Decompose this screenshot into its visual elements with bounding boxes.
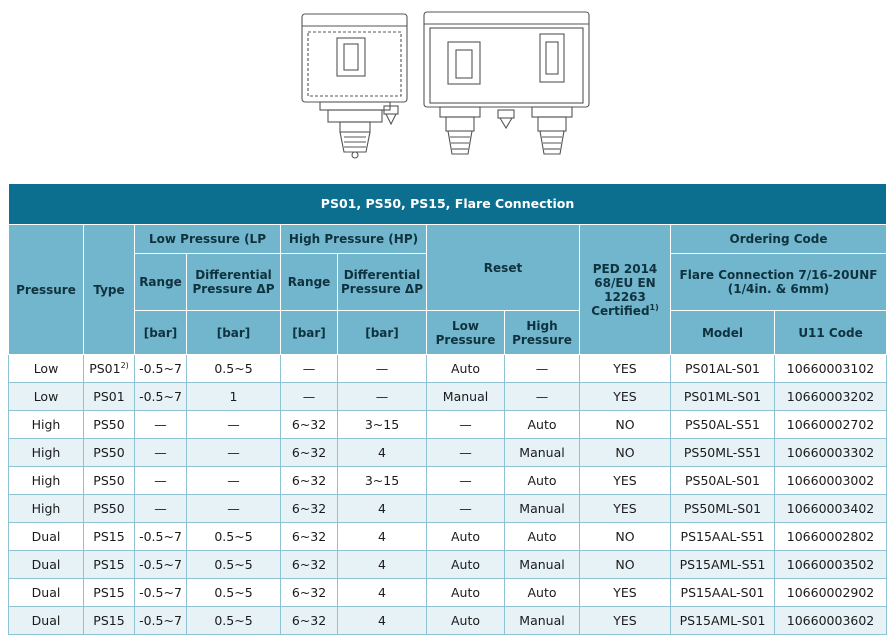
header-lp-range: Range — [135, 254, 187, 311]
cell-hp-range: 6~32 — [281, 579, 338, 607]
cell-lp-range: -0.5~7 — [135, 551, 187, 579]
cell-pressure: Dual — [9, 551, 84, 579]
cell-reset-low: Manual — [427, 383, 505, 411]
cell-model: PS15AAL-S51 — [671, 523, 775, 551]
cell-reset-low: — — [427, 411, 505, 439]
header-hp-range: Range — [281, 254, 338, 311]
table-row — [9, 467, 887, 495]
cell-u11: 10660003502 — [775, 551, 887, 579]
cell-ped: YES — [580, 383, 671, 411]
cell-type-text: PS01 — [93, 389, 125, 404]
cell-lp-range: -0.5~7 — [135, 607, 187, 635]
cell-pressure: High — [9, 411, 84, 439]
cell-hp-diff: 4 — [338, 523, 427, 551]
cell-hp-range: 6~32 — [281, 439, 338, 467]
cell-type-text: PS15 — [93, 529, 125, 544]
cell-ped: YES — [580, 355, 671, 383]
cell-ped: YES — [580, 495, 671, 523]
cell-lp-range: -0.5~7 — [135, 579, 187, 607]
cell-model: PS50AL-S01 — [671, 467, 775, 495]
cell-type-text: PS50 — [93, 501, 125, 516]
table-body — [9, 355, 887, 635]
cell-hp-diff: 3~15 — [338, 411, 427, 439]
header-hp-differential: Differential Pressure ΔP — [338, 254, 427, 311]
cell-ped: YES — [580, 579, 671, 607]
cell-lp-diff: — — [187, 495, 281, 523]
header-lp-differential: Differential Pressure ΔP — [187, 254, 281, 311]
table-row — [9, 355, 887, 383]
cell-lp-diff: 0.5~5 — [187, 355, 281, 383]
header-flare-connection: Flare Connection 7/16-20UNF (1/4in. & 6mm) — [671, 254, 887, 311]
cell-hp-range: 6~32 — [281, 495, 338, 523]
table-row — [9, 495, 887, 523]
header-lp-range-unit: [bar] — [135, 311, 187, 355]
header-high-pressure: High Pressure (HP) — [281, 225, 427, 254]
cell-u11: 10660003202 — [775, 383, 887, 411]
cell-hp-diff: 3~15 — [338, 467, 427, 495]
cell-pressure: Low — [9, 355, 84, 383]
cell-type-text: PS15 — [93, 585, 125, 600]
cell-type — [84, 467, 135, 495]
cell-reset-low: Auto — [427, 355, 505, 383]
cell-type-text: PS50 — [93, 417, 125, 432]
header-type: Type — [84, 225, 135, 355]
cell-model: PS01AL-S01 — [671, 355, 775, 383]
header-hp-diff-unit: [bar] — [338, 311, 427, 355]
cell-pressure: Low — [9, 383, 84, 411]
cell-reset-high: Manual — [505, 551, 580, 579]
header-reset-low: Low Pressure — [427, 311, 505, 355]
cell-type — [84, 439, 135, 467]
cell-ped: YES — [580, 467, 671, 495]
header-hp-range-unit: [bar] — [281, 311, 338, 355]
header-ped-footnote: 1) — [649, 302, 659, 312]
cell-reset-low: Auto — [427, 551, 505, 579]
cell-type — [84, 411, 135, 439]
cell-reset-high: Auto — [505, 523, 580, 551]
table-title: PS01, PS50, PS15, Flare Connection — [9, 184, 887, 225]
cell-hp-range: — — [281, 355, 338, 383]
table-row — [9, 579, 887, 607]
cell-type-text: PS15 — [93, 557, 125, 572]
table-row — [9, 439, 887, 467]
cell-u11: 10660002902 — [775, 579, 887, 607]
cell-hp-range: 6~32 — [281, 467, 338, 495]
cell-ped: NO — [580, 439, 671, 467]
cell-ped: NO — [580, 411, 671, 439]
cell-reset-high: Manual — [505, 495, 580, 523]
cell-reset-low: Auto — [427, 607, 505, 635]
cell-u11: 10660003102 — [775, 355, 887, 383]
cell-lp-diff: — — [187, 439, 281, 467]
cell-type — [84, 523, 135, 551]
cell-pressure: Dual — [9, 607, 84, 635]
cell-reset-high: Manual — [505, 607, 580, 635]
cell-hp-diff: — — [338, 383, 427, 411]
header-model: Model — [671, 311, 775, 355]
cell-type-text: PS01 — [89, 361, 121, 376]
cell-lp-diff: 0.5~5 — [187, 523, 281, 551]
cell-ped: NO — [580, 551, 671, 579]
pressure-switch-drawing — [300, 2, 600, 177]
cell-u11: 10660003402 — [775, 495, 887, 523]
table-row — [9, 607, 887, 635]
cell-pressure: High — [9, 495, 84, 523]
cell-u11: 10660002702 — [775, 411, 887, 439]
cell-reset-high: Manual — [505, 439, 580, 467]
table-row — [9, 551, 887, 579]
product-illustration — [0, 0, 890, 180]
cell-type — [84, 607, 135, 635]
cell-type — [84, 551, 135, 579]
cell-pressure: High — [9, 467, 84, 495]
cell-type — [84, 383, 135, 411]
cell-lp-range: -0.5~7 — [135, 355, 187, 383]
header-reset-high: High Pressure — [505, 311, 580, 355]
cell-u11: 10660003302 — [775, 439, 887, 467]
cell-u11: 10660003602 — [775, 607, 887, 635]
header-ordering-code: Ordering Code — [671, 225, 887, 254]
cell-hp-range: — — [281, 383, 338, 411]
header-low-pressure: Low Pressure (LP — [135, 225, 281, 254]
cell-model: PS15AML-S01 — [671, 607, 775, 635]
cell-type — [84, 579, 135, 607]
cell-hp-range: 6~32 — [281, 411, 338, 439]
cell-model: PS15AML-S51 — [671, 551, 775, 579]
cell-lp-range: — — [135, 439, 187, 467]
cell-type-footnote: 2) — [120, 360, 129, 370]
spec-table — [8, 183, 887, 635]
cell-hp-range: 6~32 — [281, 551, 338, 579]
cell-model: PS50ML-S01 — [671, 495, 775, 523]
cell-reset-low: Auto — [427, 579, 505, 607]
header-ped — [580, 225, 671, 355]
cell-type — [84, 355, 135, 383]
table-row — [9, 523, 887, 551]
cell-lp-diff: 0.5~5 — [187, 551, 281, 579]
cell-model: PS50AL-S51 — [671, 411, 775, 439]
cell-hp-range: 6~32 — [281, 607, 338, 635]
cell-lp-diff: 1 — [187, 383, 281, 411]
cell-hp-diff: 4 — [338, 579, 427, 607]
cell-ped: NO — [580, 523, 671, 551]
cell-u11: 10660002802 — [775, 523, 887, 551]
cell-pressure: High — [9, 439, 84, 467]
cell-type-text: PS15 — [93, 613, 125, 628]
cell-model: PS50ML-S51 — [671, 439, 775, 467]
header-reset: Reset — [427, 225, 580, 311]
cell-hp-diff: 4 — [338, 495, 427, 523]
cell-reset-low: — — [427, 467, 505, 495]
cell-reset-high: Auto — [505, 411, 580, 439]
cell-reset-high: — — [505, 355, 580, 383]
cell-hp-diff: 4 — [338, 607, 427, 635]
header-ped-text: PED 2014 68/EU EN 12263 Certified — [591, 261, 658, 318]
cell-lp-range: — — [135, 495, 187, 523]
cell-type-text: PS50 — [93, 473, 125, 488]
cell-lp-range: — — [135, 467, 187, 495]
cell-hp-range: 6~32 — [281, 523, 338, 551]
table-row — [9, 383, 887, 411]
cell-lp-diff: — — [187, 467, 281, 495]
cell-lp-range: — — [135, 411, 187, 439]
cell-reset-low: Auto — [427, 523, 505, 551]
cell-pressure: Dual — [9, 579, 84, 607]
cell-reset-low: — — [427, 495, 505, 523]
cell-hp-diff: — — [338, 355, 427, 383]
cell-lp-range: -0.5~7 — [135, 383, 187, 411]
cell-reset-high: Auto — [505, 579, 580, 607]
cell-model: PS15AAL-S01 — [671, 579, 775, 607]
cell-lp-diff: — — [187, 411, 281, 439]
header-u11-code: U11 Code — [775, 311, 887, 355]
cell-reset-low: — — [427, 439, 505, 467]
cell-lp-diff: 0.5~5 — [187, 579, 281, 607]
cell-type — [84, 495, 135, 523]
cell-lp-diff: 0.5~5 — [187, 607, 281, 635]
header-pressure: Pressure — [9, 225, 84, 355]
cell-ped: YES — [580, 607, 671, 635]
header-lp-diff-unit: [bar] — [187, 311, 281, 355]
cell-type-text: PS50 — [93, 445, 125, 460]
cell-pressure: Dual — [9, 523, 84, 551]
single-switch-drawing — [302, 14, 407, 158]
cell-reset-high: — — [505, 383, 580, 411]
cell-u11: 10660003002 — [775, 467, 887, 495]
cell-hp-diff: 4 — [338, 439, 427, 467]
cell-lp-range: -0.5~7 — [135, 523, 187, 551]
cell-reset-high: Auto — [505, 467, 580, 495]
table-row — [9, 411, 887, 439]
dual-switch-drawing — [424, 12, 589, 154]
cell-hp-diff: 4 — [338, 551, 427, 579]
cell-model: PS01ML-S01 — [671, 383, 775, 411]
